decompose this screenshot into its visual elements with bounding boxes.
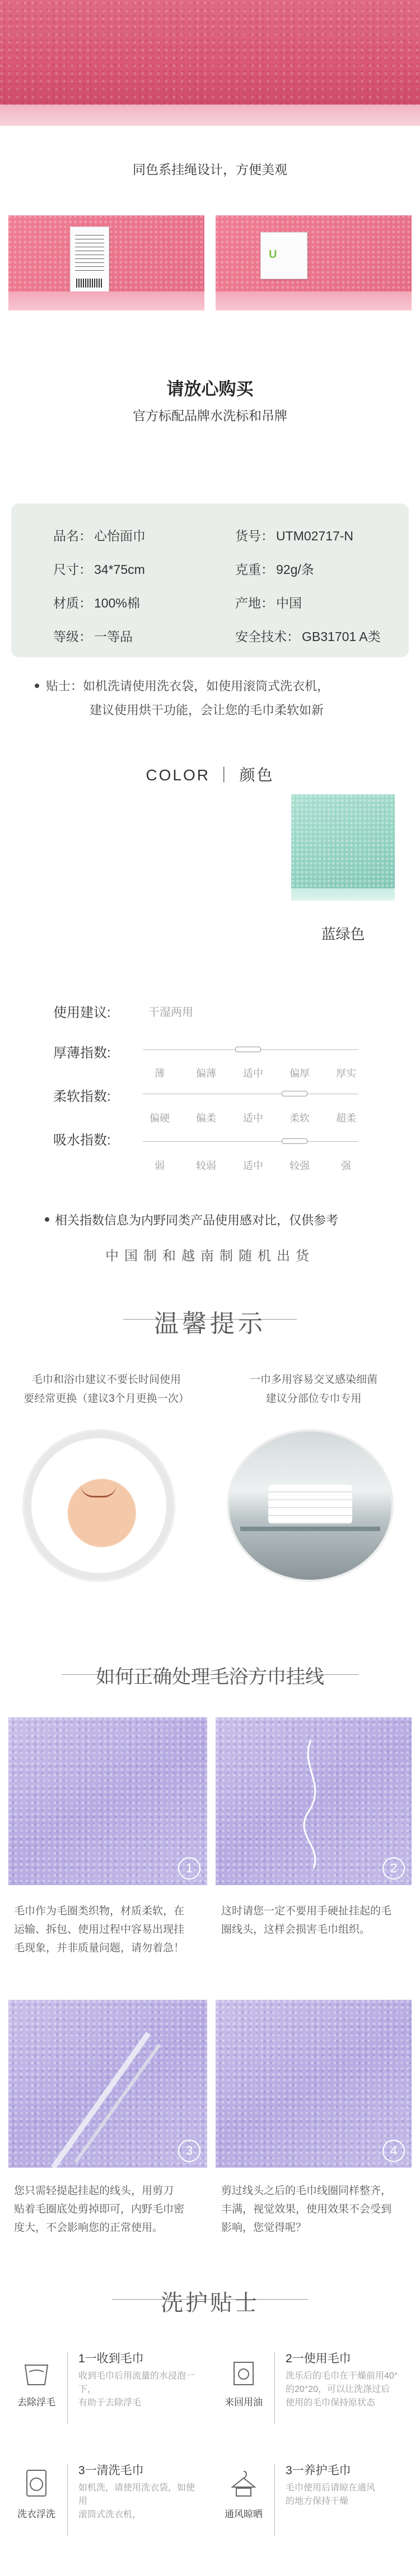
thickness-knob [235, 1047, 261, 1052]
spec-item: 产地： 中国 [235, 596, 302, 610]
labels-title: 请放心购买 [166, 379, 254, 399]
indices-note: 相关指数信息为内野同类产品使用感对比，仅供参考 [55, 1213, 339, 1227]
thread-step-4-text: 剪过线头之后的毛巾线圈同样整齐， 丰满，视觉效果，使用效果不会受到 影响，您觉得呢？ [221, 2185, 392, 2234]
scale-label: 超柔 [336, 1113, 356, 1124]
spec-item: 货号： UTM02717-N [235, 529, 354, 543]
care-item-3: 洗衣浮洗 3一清洗毛巾 如机洗，请使用洗衣袋，如使用 滚筒式洗衣机， [8, 2461, 204, 2544]
care-item-1: 去除浮毛 1一收到毛巾 收到毛巾后用流量的水浸泡一下， 有助于去除浮毛 [8, 2349, 204, 2432]
notice-line-1: 贴士：如机洗请使用洗衣袋，如使用滚筒式洗衣机， [46, 679, 330, 693]
bathroom-towels-photo [227, 1429, 394, 1582]
thread-step-2-text: 这时请您一定不要用手硬扯挂起的毛 圈线头，这样会损害毛巾组织。 [221, 1905, 392, 1935]
thread-step-1-photo [8, 1717, 207, 1885]
step-number: 1 [178, 1857, 200, 1880]
note-bullet [45, 1217, 49, 1222]
spec-item: 品名： 心怡面巾 [53, 529, 146, 543]
thickness-label: 厚薄指数: [53, 1046, 111, 1061]
care-item-4: 通风晾晒 3一养护毛巾 毛巾使用后请晾在通风 的地方保持干燥 [216, 2461, 412, 2544]
scale-label: 较弱 [196, 1160, 216, 1171]
thread-step-3-photo [8, 2000, 207, 2168]
spec-item: 安全技术： GB31701 A类 [235, 629, 381, 644]
design-tagline: 同色系挂绳设计，方便美观 [133, 162, 287, 177]
brand-tag-photo [216, 215, 412, 310]
care-item-2: 来回用油 2一使用毛巾 洗乐后的毛巾在干燥前用40° 的20°20，可以让洗涤过后 使用的毛巾保持原状态 [216, 2349, 412, 2432]
pulled-thread-icon [216, 1717, 412, 1885]
brand-logo: U [269, 248, 277, 261]
wash-label-photo [8, 215, 204, 310]
color-swatch-label: 蓝绿色 [321, 926, 365, 943]
step-number: 3 [178, 2140, 200, 2162]
spec-table [11, 503, 409, 657]
pink-towel-photo [0, 0, 420, 126]
scale-label: 强 [341, 1160, 351, 1171]
color-heading: COLOR ｜ 颜色 [146, 766, 274, 784]
baby-in-towel-photo [22, 1429, 175, 1582]
notice-line-2: 建议使用烘干功能，会让您的毛巾柔软如新 [90, 703, 324, 717]
usage-value: 干湿两用 [148, 1006, 193, 1019]
scale-label: 适中 [243, 1113, 263, 1124]
step-number: 4 [382, 2140, 405, 2162]
dryer-icon [230, 2354, 258, 2387]
notice-bullet [35, 684, 39, 688]
color-swatch-teal[interactable] [291, 794, 395, 901]
spec-item: 材质： 100%棉 [53, 596, 140, 610]
scale-label: 适中 [243, 1160, 263, 1171]
scale-label: 薄 [155, 1068, 165, 1079]
thread-step-2-photo [216, 1717, 412, 1885]
absorbency-knob [282, 1138, 307, 1144]
thread-title: 如何正确处理毛浴方巾挂线 [96, 1666, 324, 1688]
thread-step-4-photo [216, 2000, 412, 2168]
origin-text: 中国制和越南制随机出货 [105, 1249, 315, 1264]
scale-label: 偏硬 [150, 1113, 170, 1124]
thread-step-1-text: 毛巾作为毛圈类织物，材质柔软，在 运输、拆包、使用过程中容易出现挂 毛现象，并非质量问题，请勿着急！ [14, 1905, 185, 1954]
washing-machine-icon [22, 2466, 50, 2499]
care-title: 洗护贴士 [161, 2290, 259, 2316]
absorbency-label: 吸水指数: [53, 1133, 111, 1148]
scissors-icon [8, 2000, 207, 2168]
scale-label: 厚实 [336, 1068, 356, 1079]
warm-tip-right: 一巾多用容易交叉感染细菌 建议分部位专巾专用 [249, 1374, 377, 1405]
absorbency-scale [143, 1141, 358, 1142]
thread-step-3-text: 您只需轻提起挂起的线头，用剪刀 贴着毛圈底处剪掉即可，内野毛巾密 度大，不会影响您的正常使用。 [14, 2185, 185, 2234]
scale-label: 偏薄 [196, 1068, 216, 1079]
brand-tag [260, 232, 307, 279]
scale-label: 偏厚 [290, 1068, 310, 1079]
step-number: 2 [382, 1857, 405, 1880]
softness-knob [282, 1091, 307, 1096]
spec-item: 等级： 一等品 [53, 629, 133, 644]
scale-label: 弱 [155, 1160, 165, 1171]
hanger-icon [230, 2466, 258, 2499]
scale-label: 较强 [290, 1160, 310, 1171]
wash-label-tag [70, 227, 109, 294]
usage-label: 使用建议: [53, 1005, 111, 1020]
soak-basin-icon [22, 2354, 50, 2387]
softness-label: 柔软指数: [53, 1089, 111, 1104]
scale-label: 适中 [243, 1068, 263, 1079]
scale-label: 柔软 [290, 1113, 310, 1124]
spec-item: 尺寸： 34*75cm [53, 562, 145, 577]
warm-tip-left: 毛巾和浴巾建议不要长时间使用 要经常更换（建议3个月更换一次） [24, 1374, 189, 1405]
scale-label: 偏柔 [196, 1113, 216, 1124]
labels-subtitle: 官方标配品牌水洗标和吊牌 [133, 408, 287, 423]
spec-item: 克重： 92g/条 [235, 562, 314, 577]
warm-tips-title: 温馨提示 [154, 1310, 266, 1338]
